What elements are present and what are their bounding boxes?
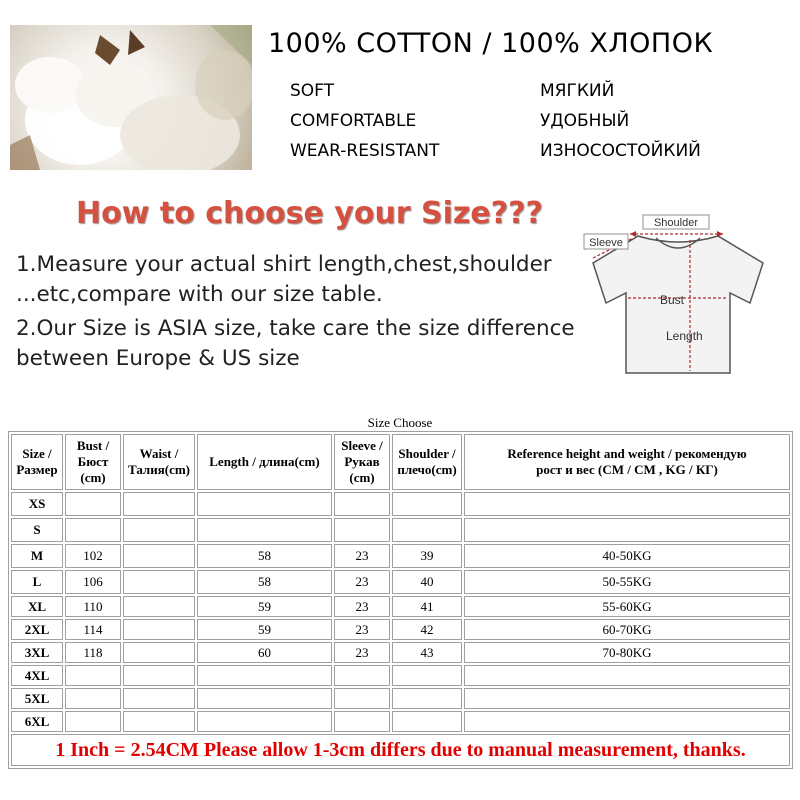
header-size: Size / Размер	[11, 434, 63, 490]
size-instructions	[16, 250, 586, 374]
table-row	[11, 570, 790, 594]
cell-length: 59	[197, 596, 332, 617]
measurement-note: 1 Inch = 2.54CM Please allow 1-3cm differs due to manual measurement, thanks.	[11, 734, 790, 766]
header-shoulder: Shoulder / плечо(cm)	[392, 434, 462, 490]
cell-sleeve	[334, 518, 390, 542]
header-reference: Reference height and weight / рекомендую рост и вес (CM / CM , KG / КГ)	[464, 434, 790, 490]
cell-reference: 70-80KG	[464, 642, 790, 663]
cell-reference: 50-55KG	[464, 570, 790, 594]
cell-bust: 106	[65, 570, 121, 594]
quality-soft-ru: МЯГКИЙ	[540, 81, 615, 101]
shoulder-arrow-right	[717, 231, 723, 237]
length-label: Length	[666, 329, 703, 343]
table-row	[11, 544, 790, 568]
header-sleeve: Sleeve / Рукав (cm)	[334, 434, 390, 490]
table-row	[11, 665, 790, 686]
cell-shoulder: 39	[392, 544, 462, 568]
cell-sleeve	[334, 688, 390, 709]
table-row	[11, 596, 790, 617]
table-row	[11, 492, 790, 516]
cell-bust: 114	[65, 619, 121, 640]
cell-waist	[123, 665, 195, 686]
cell-size: 2XL	[11, 619, 63, 640]
cell-shoulder	[392, 492, 462, 516]
cell-waist	[123, 711, 195, 732]
table-header-row	[11, 434, 790, 490]
cell-reference: 40-50KG	[464, 544, 790, 568]
cell-waist	[123, 596, 195, 617]
cell-reference: 55-60KG	[464, 596, 790, 617]
cell-length: 58	[197, 544, 332, 568]
cell-size: 4XL	[11, 665, 63, 686]
cell-reference	[464, 518, 790, 542]
cell-sleeve	[334, 665, 390, 686]
cell-length	[197, 665, 332, 686]
shoulder-label: Shoulder	[653, 217, 699, 229]
cell-bust	[65, 492, 121, 516]
cell-shoulder	[392, 688, 462, 709]
cell-shoulder: 41	[392, 596, 462, 617]
size-table	[8, 431, 793, 769]
table-row	[11, 688, 790, 709]
cell-shoulder	[392, 518, 462, 542]
cell-length	[197, 518, 332, 542]
table-note-row	[11, 734, 790, 766]
cell-shoulder	[392, 665, 462, 686]
cell-size: 3XL	[11, 642, 63, 663]
table-caption: Size Choose	[367, 415, 433, 430]
sleeve-label: Sleeve	[589, 237, 623, 249]
cell-shoulder: 42	[392, 619, 462, 640]
cell-bust	[65, 518, 121, 542]
table-row	[11, 642, 790, 663]
header-waist: Waist / Талия(cm)	[123, 434, 195, 490]
quality-comfortable-ru: УДОБНЫЙ	[540, 111, 630, 131]
tshirt-measurement-diagram	[578, 208, 778, 378]
qualities-russian	[540, 76, 701, 166]
cell-waist	[123, 544, 195, 568]
quality-wear-resistant: WEAR-RESISTANT	[290, 141, 440, 161]
cell-reference: 60-70KG	[464, 619, 790, 640]
cell-size: L	[11, 570, 63, 594]
cell-length: 58	[197, 570, 332, 594]
cell-waist	[123, 688, 195, 709]
cell-bust	[65, 711, 121, 732]
cell-size: S	[11, 518, 63, 542]
cell-sleeve: 23	[334, 642, 390, 663]
cell-sleeve: 23	[334, 570, 390, 594]
quality-soft: SOFT	[290, 81, 335, 101]
cell-sleeve: 23	[334, 596, 390, 617]
cell-size: 5XL	[11, 688, 63, 709]
cell-size: 6XL	[11, 711, 63, 732]
cell-length	[197, 492, 332, 516]
shoulder-arrow-left	[630, 231, 636, 237]
cell-length	[197, 711, 332, 732]
cell-sleeve: 23	[334, 619, 390, 640]
cell-waist	[123, 518, 195, 542]
cell-bust: 118	[65, 642, 121, 663]
cell-length: 59	[197, 619, 332, 640]
cell-reference	[464, 711, 790, 732]
instruction-step2-line2: between Europe & US size	[16, 346, 300, 371]
cell-sleeve: 23	[334, 544, 390, 568]
cell-sleeve	[334, 492, 390, 516]
cotton-photo	[10, 25, 252, 170]
table-row	[11, 711, 790, 732]
cell-waist	[123, 492, 195, 516]
cell-shoulder: 40	[392, 570, 462, 594]
cell-bust	[65, 665, 121, 686]
cell-shoulder: 43	[392, 642, 462, 663]
cell-reference	[464, 492, 790, 516]
qualities-english	[290, 76, 439, 166]
cell-bust: 102	[65, 544, 121, 568]
header-length: Length / длина(cm)	[197, 434, 332, 490]
cell-sleeve	[334, 711, 390, 732]
cell-waist	[123, 642, 195, 663]
cell-reference	[464, 665, 790, 686]
table-row	[11, 619, 790, 640]
quality-wear-resistant-ru: ИЗНОСОСТОЙКИЙ	[540, 141, 701, 161]
cell-bust: 110	[65, 596, 121, 617]
cell-waist	[123, 619, 195, 640]
cell-length	[197, 688, 332, 709]
size-guide-heading: How to choose your Size???	[76, 196, 543, 231]
cell-bust	[65, 688, 121, 709]
cell-size: XL	[11, 596, 63, 617]
cell-size: M	[11, 544, 63, 568]
cell-waist	[123, 570, 195, 594]
header-bust: Bust / Бюст (cm)	[65, 434, 121, 490]
cell-size: XS	[11, 492, 63, 516]
cell-shoulder	[392, 711, 462, 732]
instruction-step1-line1: 1.Measure your actual shirt length,chest,shoulder	[16, 252, 552, 277]
instruction-step1-line2: ...etc,compare with our size table.	[16, 282, 383, 307]
quality-comfortable: COMFORTABLE	[290, 111, 417, 131]
cell-length: 60	[197, 642, 332, 663]
cotton-title: 100% COTTON / 100% ХЛОПОК	[268, 28, 714, 59]
bust-label: Bust	[660, 293, 685, 307]
table-row	[11, 518, 790, 542]
cell-reference	[464, 688, 790, 709]
instruction-step2-line1: 2.Our Size is ASIA size, take care the size difference	[16, 316, 575, 341]
